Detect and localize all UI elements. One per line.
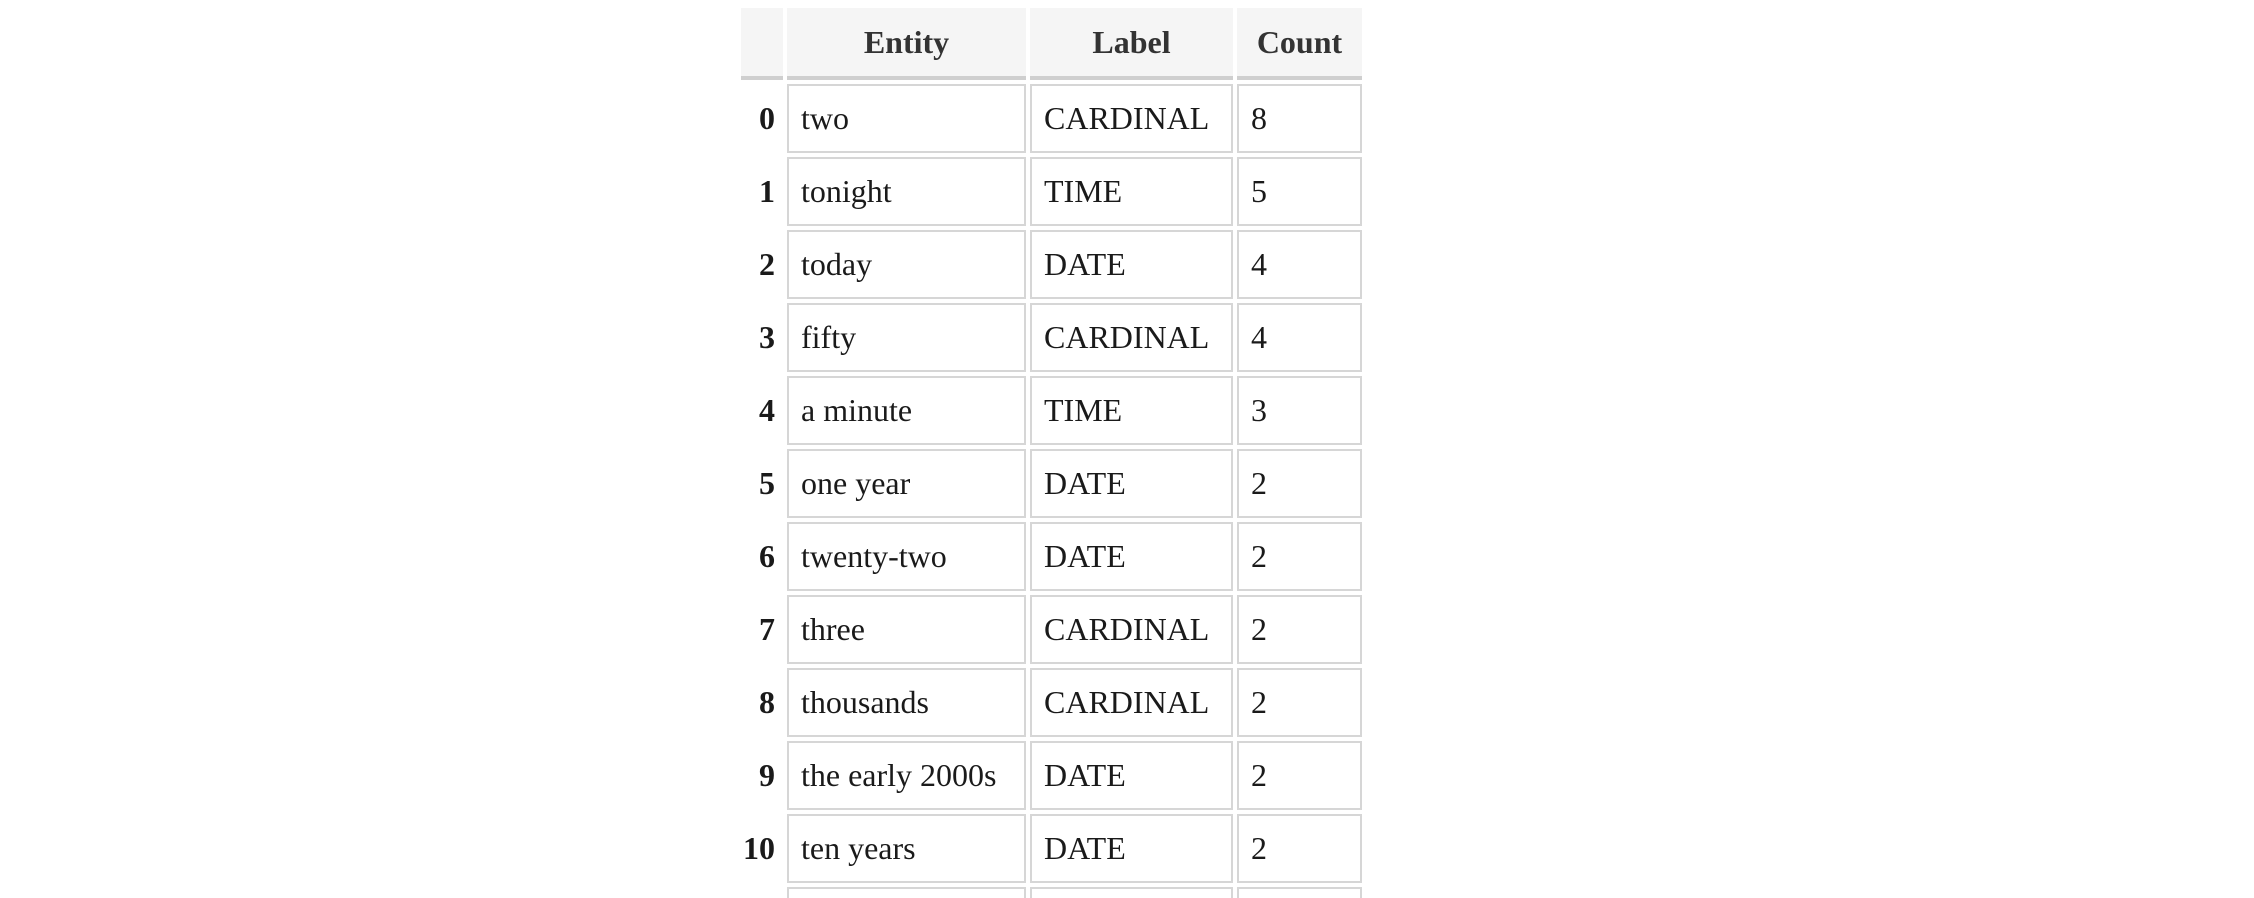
entity-cell bbox=[787, 887, 1026, 898]
row-index: 6 bbox=[741, 522, 783, 591]
entity-cell: tonight bbox=[787, 157, 1026, 226]
label-cell: DATE bbox=[1030, 522, 1233, 591]
entity-cell: three bbox=[787, 595, 1026, 664]
table-header bbox=[741, 8, 1362, 80]
entity-cell: thousands bbox=[787, 668, 1026, 737]
entity-column-header: Entity bbox=[787, 8, 1026, 80]
count-cell: 2 bbox=[1237, 668, 1362, 737]
label-cell: CARDINAL bbox=[1030, 595, 1233, 664]
table-row bbox=[741, 595, 1362, 664]
row-index: 1 bbox=[741, 157, 783, 226]
row-index: 5 bbox=[741, 449, 783, 518]
entity-count-table bbox=[737, 4, 1366, 898]
table-row bbox=[741, 522, 1362, 591]
label-cell: DATE bbox=[1030, 814, 1233, 883]
label-cell: DATE bbox=[1030, 741, 1233, 810]
count-cell: 2 bbox=[1237, 522, 1362, 591]
count-cell: 5 bbox=[1237, 157, 1362, 226]
count-cell: 3 bbox=[1237, 376, 1362, 445]
table-row-partial bbox=[741, 887, 1362, 898]
row-index: 0 bbox=[741, 84, 783, 153]
count-cell bbox=[1237, 887, 1362, 898]
label-cell: CARDINAL bbox=[1030, 668, 1233, 737]
label-column-header: Label bbox=[1030, 8, 1233, 80]
entity-cell: twenty-two bbox=[787, 522, 1026, 591]
label-cell: CARDINAL bbox=[1030, 303, 1233, 372]
count-cell: 2 bbox=[1237, 814, 1362, 883]
entity-cell: fifty bbox=[787, 303, 1026, 372]
entity-cell: ten years bbox=[787, 814, 1026, 883]
row-index: 7 bbox=[741, 595, 783, 664]
count-cell: 4 bbox=[1237, 303, 1362, 372]
count-cell: 8 bbox=[1237, 84, 1362, 153]
table-row bbox=[741, 303, 1362, 372]
label-cell: TIME bbox=[1030, 157, 1233, 226]
row-index: 8 bbox=[741, 668, 783, 737]
label-cell: DATE bbox=[1030, 230, 1233, 299]
entity-cell: two bbox=[787, 84, 1026, 153]
row-index: 2 bbox=[741, 230, 783, 299]
entity-cell: today bbox=[787, 230, 1026, 299]
table-row bbox=[741, 84, 1362, 153]
row-index: 3 bbox=[741, 303, 783, 372]
entity-cell: a minute bbox=[787, 376, 1026, 445]
table-body bbox=[741, 84, 1362, 898]
table-row bbox=[741, 814, 1362, 883]
count-cell: 2 bbox=[1237, 449, 1362, 518]
label-cell: DATE bbox=[1030, 449, 1233, 518]
row-index: 10 bbox=[741, 814, 783, 883]
entity-cell: the early 2000s bbox=[787, 741, 1026, 810]
table-row bbox=[741, 449, 1362, 518]
entity-cell: one year bbox=[787, 449, 1026, 518]
row-index: 4 bbox=[741, 376, 783, 445]
header-row bbox=[741, 8, 1362, 80]
table-row bbox=[741, 157, 1362, 226]
table-row bbox=[741, 741, 1362, 810]
count-cell: 4 bbox=[1237, 230, 1362, 299]
label-cell bbox=[1030, 887, 1233, 898]
row-index: 9 bbox=[741, 741, 783, 810]
count-cell: 2 bbox=[1237, 741, 1362, 810]
table-row bbox=[741, 230, 1362, 299]
label-cell: CARDINAL bbox=[1030, 84, 1233, 153]
table-row bbox=[741, 668, 1362, 737]
index-header-cell bbox=[741, 8, 783, 80]
row-index bbox=[741, 887, 783, 898]
count-column-header: Count bbox=[1237, 8, 1362, 80]
label-cell: TIME bbox=[1030, 376, 1233, 445]
table-row bbox=[741, 376, 1362, 445]
count-cell: 2 bbox=[1237, 595, 1362, 664]
